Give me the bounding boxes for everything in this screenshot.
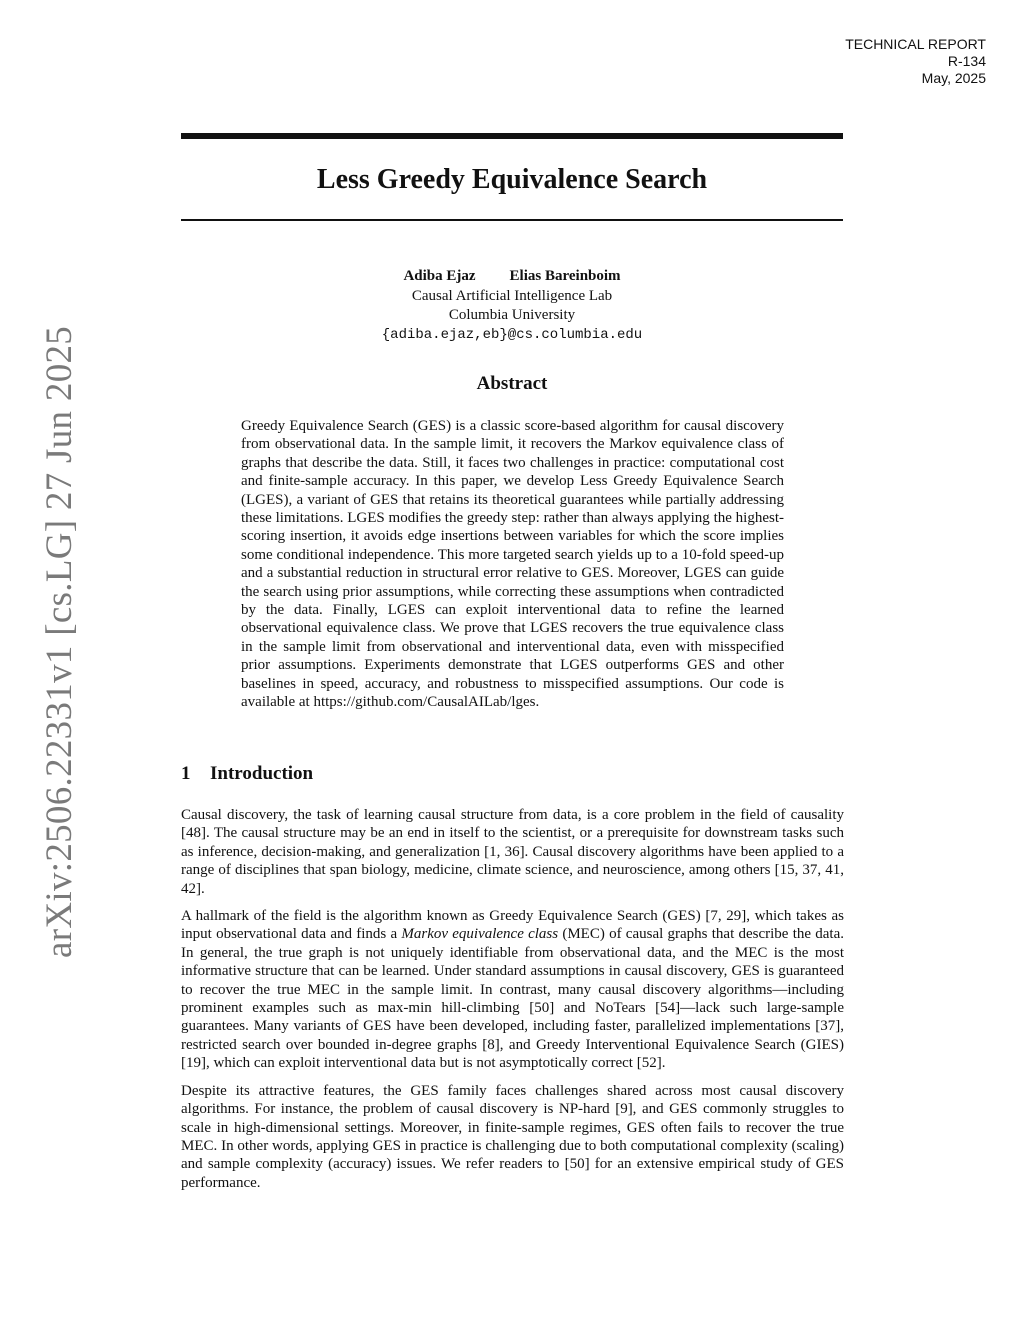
author-name: Elias Bareinboim	[509, 268, 621, 284]
intro-p2-text-after: (MEC) of causal graphs that describe the data. In general, the true graph is not uniquely identifiable from observational data, and the MEC is the most informative structure that can be learned. Under standard assumptions in causal discovery, GES is guaranteed to recover the true MEC in the sample limit. In contrast, many causal discovery algorithms—including prominent examples such as max-min hill-climbing [50] and NoTears [54]—lack such large-sample guarantees. Many variants of GES have been developed, including faster, parallelized implementations [37], restricted search over bounded in-degree graphs [8], and Greedy Interventional Equivalence Search (GIES) [19], which can exploit interventional data but is not asymptotically correct [52].	[181, 926, 844, 1072]
report-header	[845, 36, 986, 87]
intro-p2-emphasis: Markov equivalence class	[401, 926, 559, 943]
report-number: R-134	[947, 53, 986, 69]
paper-title: Less Greedy Equivalence Search	[316, 164, 708, 195]
author-email: {adiba.ejaz,eb}@cs.columbia.edu	[381, 326, 643, 343]
author-names	[181, 267, 843, 287]
author-institution: Columbia University	[448, 307, 576, 323]
arxiv-identifier: arXiv:2506.22331v1 [cs.LG] 27 Jun 2025	[39, 325, 80, 958]
section-number: 1	[181, 763, 191, 784]
section-heading	[181, 763, 313, 785]
introduction-body	[181, 806, 844, 1201]
title-rule-bottom	[181, 219, 843, 221]
intro-paragraph-1: Causal discovery, the task of learning causal structure from data, is a core problem in the field of causality [48]. The causal structure may be an end in itself to the scientist, or a prerequisite for downstream tasks such as inference, decision-making, and generalization [1, 36]. Causal discovery algorithms have been applied to a range of disciplines that span biology, medicine, climate science, and neuroscience, among others [15, 37, 41, 42].	[181, 807, 844, 897]
title-rule-top	[181, 133, 843, 139]
intro-p2-text-before: A hallmark of the field is the algorithm known as Greedy Equivalence Search (GES) [7, 29], which takes as input observational data and finds a	[181, 908, 844, 943]
intro-paragraph-2	[181, 907, 844, 1073]
author-name: Adiba Ejaz	[403, 268, 476, 284]
report-date: May, 2025	[921, 70, 986, 86]
abstract-heading: Abstract	[476, 373, 548, 394]
section-title: Introduction	[210, 763, 314, 784]
intro-paragraph-3: Despite its attractive features, the GES family faces challenges shared across most causal discovery algorithms. For instance, the problem of causal discovery is NP-hard [9], and GES commonly struggles to scale in high-dimensional settings. Moreover, in finite-sample regimes, GES often fails to recover the true MEC. In other words, applying GES in practice is challenging due to both computational complexity (scaling) and sample complexity (accuracy) issues. We refer readers to [50] for an extensive empirical study of GES performance.	[181, 1082, 844, 1191]
author-affiliation: Causal Artificial Intelligence Lab	[411, 287, 613, 304]
abstract-text: Greedy Equivalence Search (GES) is a classic score-based algorithm for causal discovery from observational data. In the sample limit, it recovers the Markov equivalence class of graphs that describe the data. Still, it faces two challenges in practice: computational cost and finite-sample accuracy. In this paper, we develop Less Greedy Equivalence Search (LGES), a variant of GES that retains its theoretical guarantees while partially addressing these limitations. LGES modifies the greedy step: rather than always applying the highest-scoring insertion, it avoids edge insertions between variables for which the score implies some conditional independence. This more targeted search yields up to a 10-fold speed-up and a substantial reduction in structural error relative to GES. Moreover, LGES can guide the search using prior assumptions, while correcting these assumptions when contradicted by the data. Finally, LGES can exploit interventional data to refine the learned observational equivalence class. We prove that LGES recovers the true equivalence class in the sample limit from observational and interventional data, even with misspecified prior assumptions. Experiments demonstrate that LGES outperforms GES and other baselines in speed, accuracy, and robustness to misspecified assumptions. Our code is available at https://github.com/CausalAILab/lges.	[241, 418, 784, 711]
author-block	[181, 267, 843, 345]
report-type: TECHNICAL REPORT	[845, 36, 986, 52]
